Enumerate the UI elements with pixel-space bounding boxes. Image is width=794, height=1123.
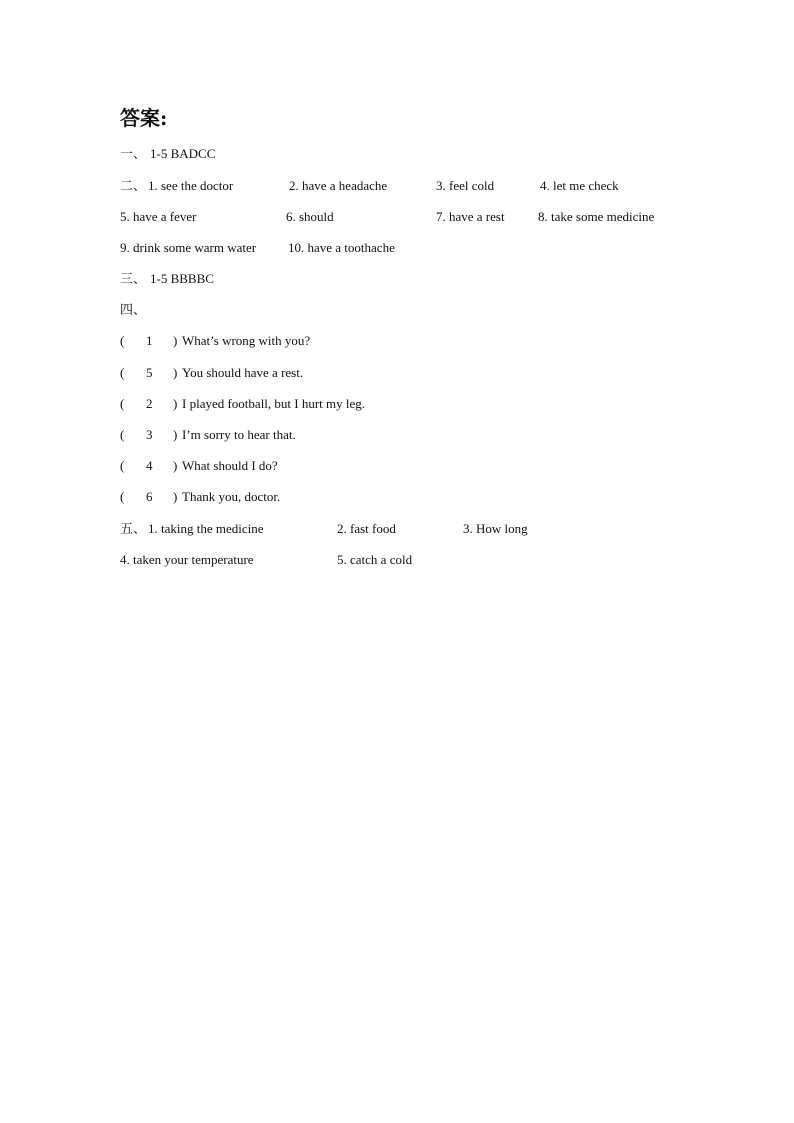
section-2-item: 9. drink some warm water <box>120 240 257 255</box>
open-paren: ( <box>120 365 125 380</box>
section-3-answers: 1-5 BBBBC <box>150 271 214 286</box>
open-paren: ( <box>120 489 125 504</box>
section-1-answers: 1-5 BADCC <box>150 146 216 161</box>
close-paren: ) <box>173 427 178 442</box>
section-2-item: 8. take some medicine <box>538 209 655 224</box>
section-2-item: 6. should <box>286 209 334 224</box>
close-paren: ) <box>173 489 178 504</box>
section-2-item: 4. let me check <box>540 178 619 193</box>
section-2-item: 5. have a fever <box>120 209 197 224</box>
section-1-label: 一、 <box>120 146 147 161</box>
section-5-item: 1. taking the medicine <box>148 521 264 536</box>
section-2-item: 3. feel cold <box>436 178 495 193</box>
sentence: I’m sorry to hear that. <box>182 427 296 442</box>
order-number: 1 <box>146 333 153 348</box>
sentence: Thank you, doctor. <box>182 489 281 504</box>
open-paren: ( <box>120 427 125 442</box>
section-4-label: 四、 <box>120 302 147 317</box>
section-2-item: 1. see the doctor <box>148 178 234 193</box>
section-5-item: 2. fast food <box>337 521 396 536</box>
close-paren: ) <box>173 458 178 473</box>
open-paren: ( <box>120 333 125 348</box>
section-5-item: 4. taken your temperature <box>120 552 254 567</box>
close-paren: ) <box>173 333 178 348</box>
section-5-item: 3. How long <box>463 521 528 536</box>
section-3-label: 三、 <box>120 271 147 286</box>
close-paren: ) <box>173 396 178 411</box>
order-number: 4 <box>146 458 153 473</box>
order-number: 6 <box>146 489 153 504</box>
open-paren: ( <box>120 458 125 473</box>
section-5-item: 5. catch a cold <box>337 552 413 567</box>
section-2-item: 2. have a headache <box>289 178 388 193</box>
section-5-label: 五、 <box>120 521 147 536</box>
order-number: 5 <box>146 365 153 380</box>
close-paren: ) <box>173 365 178 380</box>
section-2-item: 10. have a toothache <box>288 240 395 255</box>
sentence: You should have a rest. <box>182 365 304 380</box>
section-2-label: 二、 <box>120 178 147 193</box>
sentence: What should I do? <box>182 458 278 473</box>
order-number: 2 <box>146 396 153 411</box>
sentence: I played football, but I hurt my leg. <box>182 396 366 411</box>
section-2-item: 7. have a rest <box>436 209 505 224</box>
page-title: 答案: <box>120 106 168 130</box>
sentence: What’s wrong with you? <box>182 333 311 348</box>
order-number: 3 <box>146 427 153 442</box>
open-paren: ( <box>120 396 125 411</box>
